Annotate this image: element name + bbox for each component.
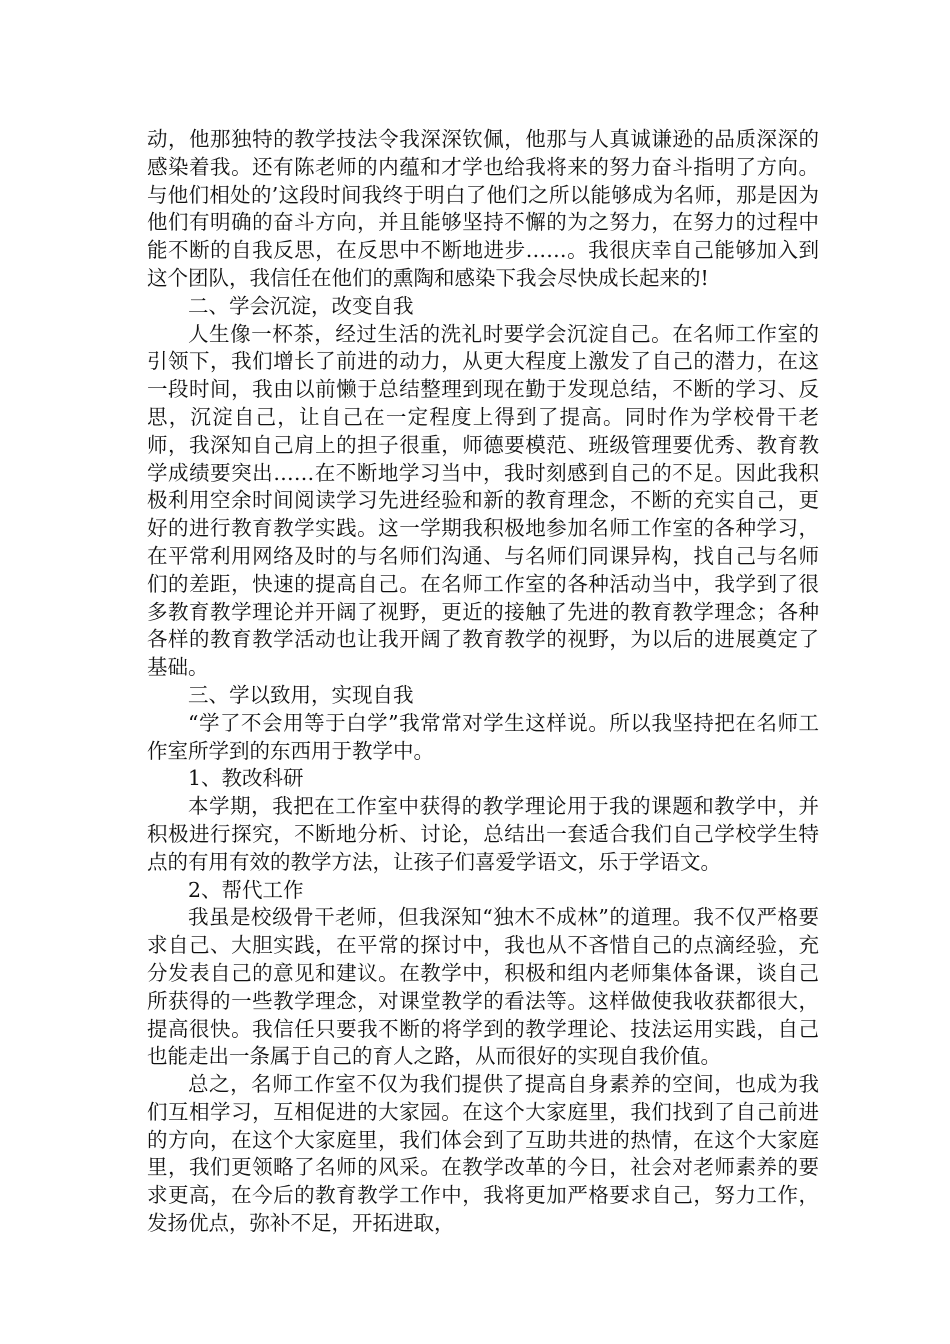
paragraph-mentoring: 我虽是校级骨干老师，但我深知“独木不成林”的道理。我不仅严格要求自己、大胆实践，在平常的探讨中，我也从不吝惜自己的点滴经验，充分发表自己的意见和建议。在教学中，积极和组内老师集体备课，谈自己所获得的一些教学理念，对课堂教学的看法等。这样做使我收获都很大，提高很快。我信任只要我不断的将学到的教学理论、技法运用实践，自己也能走出一条属于自己的育人之路，从而很好的实现自我价值。 — [147, 905, 819, 1069]
subheading-mentoring: 2、帮代工作 — [188, 877, 304, 902]
section-heading-3: 三、学以致用，实现自我 — [188, 682, 414, 707]
paragraph-continuation: 动，他那独特的教学技法令我深深钦佩，他那与人真诚谦逊的品质深深的感染着我。还有陈老师的内蕴和才学也给我将来的努力奋斗指明了方向。与他们相处的’这段时间我终于明白了他们之所以能够成为名师，那是因为他们有明确的奋斗方向，并且能够坚持不懈的为之努力，在努力的过程中能不断的自我反思，在反思中不断地进步……。我很庆幸自己能够加入到这个团队，我信任在他们的熏陶和感染下我会尽快成长起来的! — [147, 127, 819, 290]
document-page — [147, 126, 819, 1238]
paragraph-conclusion: 总之，名师工作室不仅为我们提供了提高自身素养的空间，也成为我们互相学习，互相促进的大家园。在这个大家庭里，我们找到了自己前进的方向，在这个大家庭里，我们体会到了互助共进的热情，在这个大家庭里，我们更领略了名师的风采。在教学改革的今日，社会对老师素养的要求更高，在今后的教育教学工作中，我将更加严格要求自己，努力工作，发扬优点，弥补不足，开拓进取， — [147, 1072, 819, 1236]
section-heading-2: 二、学会沉淀，改变自我 — [188, 293, 414, 318]
subheading-research: 1、教改科研 — [188, 766, 304, 791]
paragraph-section-3-intro: “学了不会用等于白学”我常常对学生这样说。所以我坚持把在名师工作室所学到的东西用于教学中。 — [147, 710, 819, 763]
paragraph-research: 本学期，我把在工作室中获得的教学理论用于我的课题和教学中，并积极进行探究，不断地分析、讨论，总结出一套适合我们自己学校学生特点的有用有效的教学方法，让孩子们喜爱学语文，乐于学语文。 — [147, 794, 819, 874]
paragraph-section-2: 人生像一杯茶，经过生活的洗礼时要学会沉淀自己。在名师工作室的引领下，我们增长了前进的动力，从更大程度上激发了自己的潜力，在这一段时间，我由以前懒于总结整理到现在勤于发现总结，不断的学习、反思，沉淀自己，让自己在一定程度上得到了提高。同时作为学校骨干老师，我深知自己肩上的担子很重，师德要模范、班级管理要优秀、教育教学成绩要突出……在不断地学习当中，我时刻感到自己的不足。因此我积极利用空余时间阅读学习先进经验和新的教育理念，不断的充实自己，更好的进行教育教学实践。这一学期我积极地参加名师工作室的各种学习，在平常利用网络及时的与名师们沟通、与名师们同课异构，找自己与名师们的差距，快速的提高自己。在名师工作室的各种活动当中，我学到了很多教育教学理论并开阔了视野，更近的接触了先进的教育教学理念；各种各样的教育教学活动也让我开阔了教育教学的视野，为以后的进展奠定了基础。 — [147, 321, 819, 680]
